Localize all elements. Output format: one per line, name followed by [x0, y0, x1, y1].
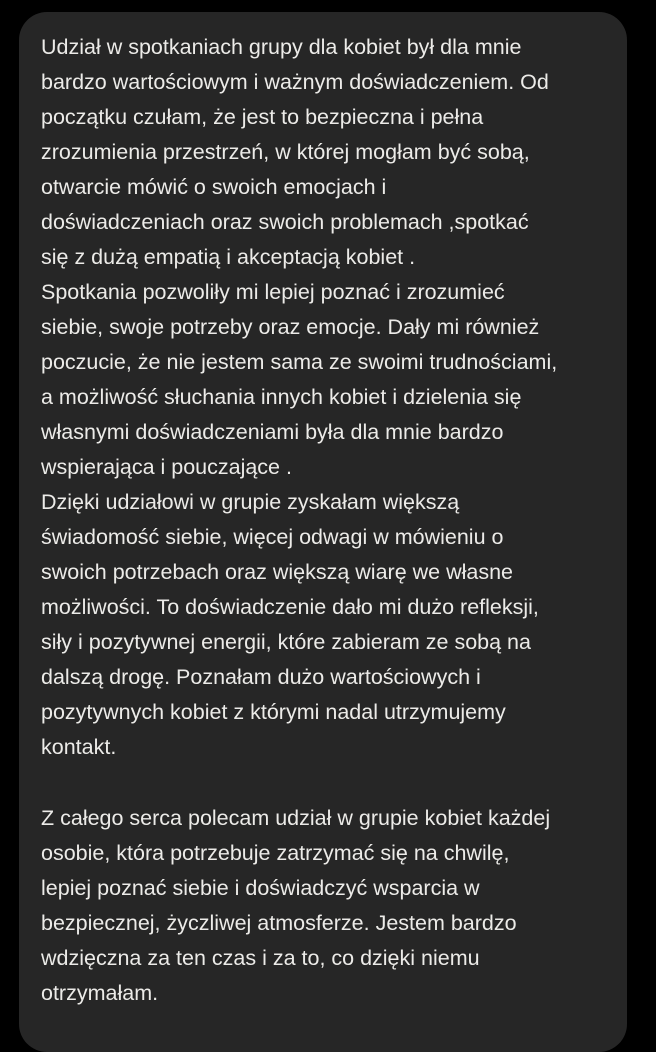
message-line: Spotkania pozwoliły mi lepiej poznać i zrozumieć: [41, 280, 505, 304]
message-line: zrozumienia przestrzeń, w której mogłam być sobą,: [41, 140, 530, 164]
message-line: siły i pozytywnej energii, które zabieram ze sobą na: [41, 630, 531, 654]
message-line: siebie, swoje potrzeby oraz emocje. Dały mi również: [41, 315, 540, 339]
message-line: pozytywnych kobiet z którymi nadal utrzymujemy: [41, 700, 506, 724]
message-paragraph-1: [41, 30, 611, 765]
message-line: otwarcie mówić o swoich emocjach i: [41, 175, 387, 199]
message-line: poczucie, że nie jestem sama ze swoimi trudnościami,: [41, 350, 558, 374]
message-line: dalszą drogę. Poznałam dużo wartościowych i: [41, 665, 481, 689]
message-paragraph-2: [41, 801, 611, 1011]
paragraph-spacer: [41, 765, 611, 801]
message-line: własnymi doświadczeniami była dla mnie bardzo: [41, 420, 504, 444]
message-line: otrzymałam.: [41, 981, 159, 1005]
message-bubble[interactable]: [19, 12, 627, 1052]
message-line: bardzo wartościowym i ważnym doświadczeniem. Od: [41, 70, 549, 94]
message-line: świadomość siebie, więcej odwagi w mówieniu o: [41, 525, 504, 549]
message-line: osobie, która potrzebuje zatrzymać się na chwilę,: [41, 841, 510, 865]
message-line: wdzięczna za ten czas i za to, co dzięki niemu: [41, 946, 480, 970]
message-line: Z całego serca polecam udział w grupie kobiet każdej: [41, 806, 551, 830]
message-line: Dzięki udziałowi w grupie zyskałam większą: [41, 490, 460, 514]
message-line: wspierająca i pouczające .: [41, 455, 292, 479]
message-line: kontakt.: [41, 735, 117, 759]
message-line: początku czułam, że jest to bezpieczna i pełna: [41, 105, 484, 129]
message-line: Udział w spotkaniach grupy dla kobiet był dla mnie: [41, 35, 522, 59]
message-line: bezpiecznej, życzliwej atmosferze. Jestem bardzo: [41, 911, 517, 935]
message-line: swoich potrzebach oraz większą wiarę we własne: [41, 560, 514, 584]
message-line: doświadczeniach oraz swoich problemach ,spotkać: [41, 210, 529, 234]
message-line: lepiej poznać siebie i doświadczyć wsparcia w: [41, 876, 480, 900]
message-line: a możliwość słuchania innych kobiet i dzielenia się: [41, 385, 522, 409]
message-line: się z dużą empatią i akceptacją kobiet .: [41, 245, 416, 269]
message-line: możliwości. To doświadczenie dało mi dużo refleksji,: [41, 595, 539, 619]
